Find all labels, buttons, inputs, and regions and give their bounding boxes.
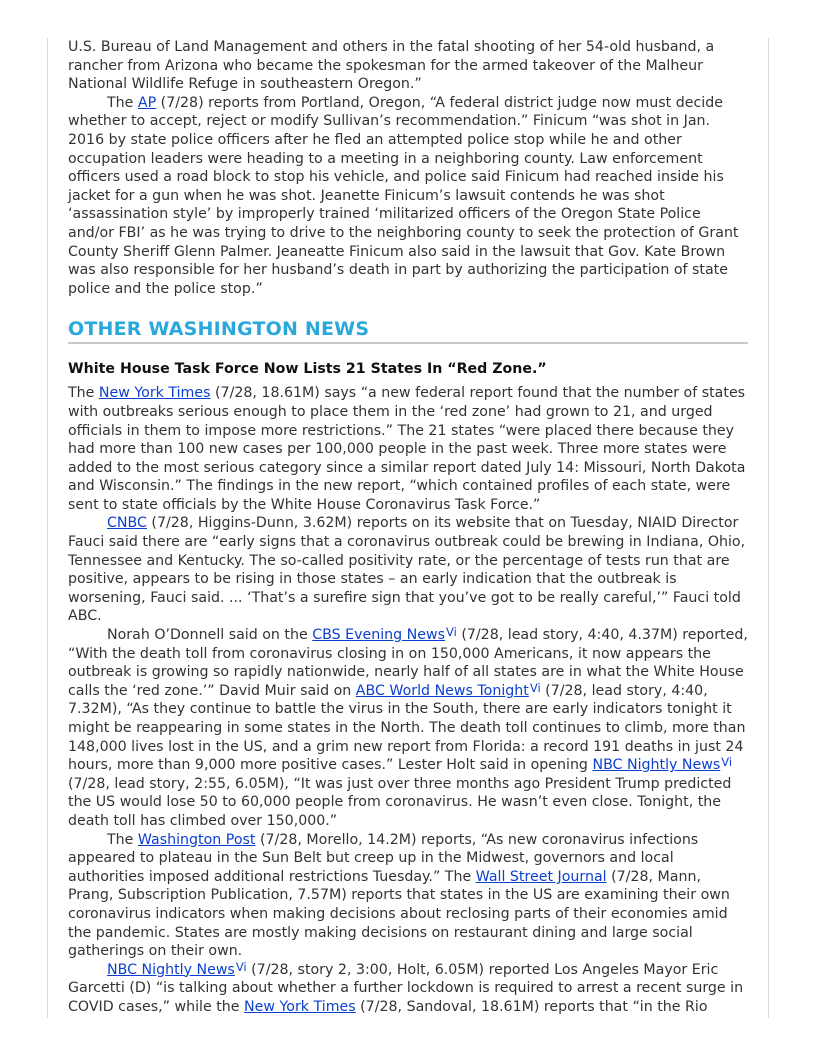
text-span: (7/28, Sandoval, 18.61M) reports that “in the Rio	[355, 998, 708, 1015]
text-span: (7/28, lead story, 4:40, 4.37M) reported, “With the death toll from coronavirus closing in on 150,000 Americans, it now appears the outbreak is growing so rapidly nationwide, nearly half of all states are in what the White House calls the ‘red zone.’” David Muir said on	[68, 627, 748, 699]
text-span: (7/28, story 2, 3:00, Holt, 6.05M) reported Los Angeles Mayor Eric Garcetti (D) “is talking about whether a further lockdown is required to arrest a recent surge in COVID cases,” while the	[68, 961, 744, 1015]
new-york-times-link[interactable]: New York Times	[244, 998, 356, 1015]
section-heading: OTHER WASHINGTON NEWS	[68, 317, 748, 344]
text-span: (7/28, lead story, 2:55, 6.05M), “It was just over three months ago President Trump predicted the US would lose 50 to 60,000 people from coronavirus. He wasn’t even close. Tonight, the death toll has climbed over 150,000.”	[68, 775, 732, 829]
text-span: (7/28, lead story, 4:40, 7.32M), “As they continue to battle the virus in the South, there are early indicators tonight it might be reappearing in some states in the North. The death toll continues to climb, more than 148,000 lives lost in the US, and a grim new report from Florida: a record 191 deaths in just 24 hours, more than 9,000 more positive cases.” Lester Holt said in opening	[68, 682, 746, 774]
text-span: (7/28, Higgins-Dunn, 3.62M) reports on its website that on Tuesday, NIAID Director Fauci said there are “early signs that a coronavirus outbreak could be brewing in Indiana, Ohio, Tennessee and Kentucky. The so-called positivity rate, or the percentage of tests run that are positive, appears to be rising in those states – an early indication that the outbreak is worsening, Fauci said. ... ‘That’s a surefire sign that you’ve got to be really careful,’” Fauci told ABC.	[68, 515, 746, 625]
paragraph-continued: U.S. Bureau of Land Management and others in the fatal shooting of her 54-old husband, a rancher from Arizona who became the spokesman for the armed takeover of the Malheur National Wildlife Refuge in southeastern Oregon.”	[68, 39, 715, 93]
video-icon[interactable]: Vi	[529, 680, 541, 695]
text-span: The	[107, 831, 138, 848]
video-icon[interactable]: Vi	[721, 755, 733, 770]
text-span: Norah O’Donnell said on the	[107, 627, 313, 644]
text-span: (7/28) reports from Portland, Oregon, “A federal district judge now must decide whether to accept, reject or modify Sullivan’s recommendation.” Finicum “was shot in Jan. 2016 by state police officers after he fled an attempted police stop while he and other occupation leaders were heading to a meeting in a neighboring county. Law enforcement officers used a road block to stop his vehicle, and police said Finicum had reached inside his jacket for a gun when he was shot. Jeanette Finicum’s lawsuit contends he was shot ‘assassination style’ by improperly trained ‘militarized officers of the Oregon State Police and/or FBI’ as he was trying to drive to the neighboring county to seek the protection of Grant County Sheriff Glenn Palmer. Jeaneatte Finicum also said in the lawsuit that Gov. Kate Brown was also responsible for her husband’s death in part by authorizing the participation of state police and the police stop.”	[68, 94, 739, 297]
text-span: The	[107, 94, 138, 111]
paragraph-broadcast	[68, 626, 748, 831]
washington-post-link[interactable]: Washington Post	[137, 831, 256, 848]
text-span: (7/28, Morello, 14.2M) reports, “As new coronavirus infections appeared to plateau in the Sun Belt but creep up in the Midwest, governors and local authorities imposed additional restrictions Tuesday.” The	[68, 831, 699, 885]
cnbc-link[interactable]: CNBC	[107, 515, 147, 532]
video-icon[interactable]: Vi	[446, 625, 457, 640]
ap-link[interactable]: AP	[137, 94, 157, 111]
paragraph-nbc-la	[68, 961, 748, 1017]
right-margin-rule	[768, 38, 769, 1018]
text-span: (7/28, Mann, Prang, Subscription Publication, 7.57M) reports that states in the US are examining their own coronavirus indicators when making decisions about reclosing parts of their economies amid the pandemic. States are mostly making decisions on restaurant dining and large social gatherings on their own.	[68, 868, 730, 960]
text-span: The	[68, 385, 99, 402]
paragraph-ap	[68, 94, 748, 299]
article-title: White House Task Force Now Lists 21 States In “Red Zone.”	[68, 361, 547, 378]
cbs-evening-news-link[interactable]: CBS Evening News	[312, 627, 446, 644]
paragraph-wapo	[68, 831, 748, 961]
wall-street-journal-link[interactable]: Wall Street Journal	[475, 868, 607, 885]
nbc-nightly-news-link[interactable]: NBC Nightly News	[592, 757, 721, 774]
abc-world-news-link[interactable]: ABC World News Tonight	[355, 682, 529, 699]
left-margin-rule	[47, 38, 48, 1018]
text-span: (7/28, 18.61M) says “a new federal report found that the number of states with outbreaks serious enough to place them in the ‘red zone’ had grown to 21, and urged officials in them to impose more restrictions.” The 21 states “were placed there because they had more than 100 new cases per 100,000 people in the past week. Three more states were added to the most serious category since a similar report dated July 14: Missouri, North Dakota and Wisconsin.” The findings in the new report, “which contained profiles of each state, were sent to state officials by the White House Coronavirus Task Force.”	[68, 385, 746, 513]
paragraph-cnbc	[68, 514, 748, 626]
new-york-times-link[interactable]: New York Times	[98, 385, 211, 402]
newsletter-body	[68, 38, 748, 1017]
paragraph-nyt	[68, 384, 748, 514]
video-icon[interactable]: Vi	[235, 959, 247, 974]
nbc-nightly-news-link[interactable]: NBC Nightly News	[107, 961, 235, 978]
